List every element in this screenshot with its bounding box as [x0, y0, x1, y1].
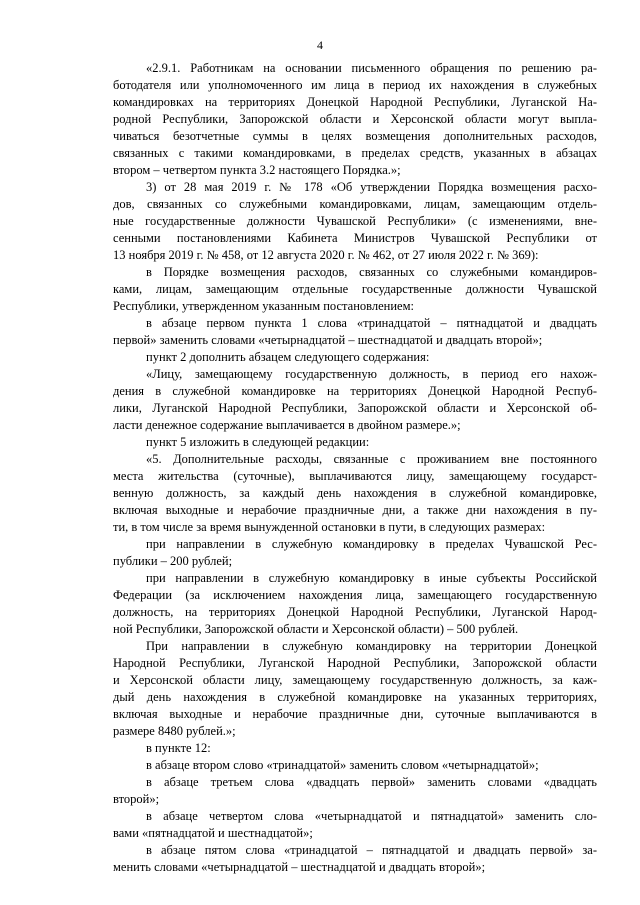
text-line: ти, в том числе за время вынужденной остановки в пути, в следующих размерах: [113, 520, 546, 534]
text-line: дения в служебной командировке на территориях Донецкой Народной Респуб- [113, 384, 597, 398]
text-line: при направлении в служебную командировку в пределах Чувашской Рес- [146, 537, 597, 551]
text-line: «2.9.1. Работникам на основании письменного обращения по решению ра- [146, 61, 597, 75]
text-line: При направлении в служебную командировку на территории Донецкой [146, 639, 597, 653]
text-line: 13 ноября 2019 г. № 458, от 12 августа 2020 г. № 462, от 27 июля 2022 г. № 369): [113, 248, 539, 262]
text-line: Республики, утвержденном указанным постановлением: [113, 299, 414, 313]
text-line: Народной Республики, Луганской Народной Республики, Запорожской области [113, 656, 597, 670]
document-body [113, 60, 597, 876]
text-line: в абзаце втором слово «тринадцатой» заменить словом «четырнадцатой»; [146, 758, 539, 772]
text-line: публики – 200 рублей; [113, 554, 233, 568]
text-line: 3) от 28 мая 2019 г. № 178 «Об утверждении Порядка возмещения расхо- [146, 180, 597, 194]
text-line: втором – четвертом пункта 3.2 настоящего Порядка.»; [113, 163, 401, 177]
paragraph [113, 842, 597, 876]
paragraph [113, 349, 597, 366]
paragraph [113, 451, 597, 536]
text-line: менить словами «четырнадцатой – шестнадцатой и двадцать второй»; [113, 860, 486, 874]
text-line: в пункте 12: [146, 741, 211, 755]
text-line: в абзаце четвертом слова «четырнадцатой и пятнадцатой» заменить сло- [146, 809, 597, 823]
text-line: командировках на территориях Донецкой Народной Республики, Луганской На- [113, 95, 597, 109]
text-line: ные государственные должности Чувашской Республики» (с изменениями, вне- [113, 214, 597, 228]
text-line: ками, лицам, замещающим отдельные государственные должности Чувашской [113, 282, 597, 296]
text-line: родной Республики, Запорожской области и Херсонской области могут выпла- [113, 112, 597, 126]
paragraph [113, 536, 597, 570]
text-line: первой» заменить словами «четырнадцатой – шестнадцатой и двадцать второй»; [113, 333, 543, 347]
text-line: венную должность, за каждый день нахождения в служебной командировке, [113, 486, 597, 500]
text-line: вами «пятнадцатой и шестнадцатой»; [113, 826, 313, 840]
paragraph [113, 179, 597, 264]
text-line: дов, связанных со служебными командировками, лицам, замещающим отдель- [113, 197, 597, 211]
text-line: в Порядке возмещения расходов, связанных со служебными командиров- [146, 265, 597, 279]
text-line: и Херсонской области лицу, замещающему государственную должность, за каж- [113, 673, 597, 687]
text-line: пункт 5 изложить в следующей редакции: [146, 435, 370, 449]
paragraph [113, 60, 597, 179]
text-line: включая выходные и нерабочие праздничные дни, а также дни нахождения в пу- [113, 503, 597, 517]
text-line: места жительства (суточные), выплачиваются лицу, замещающему государст- [113, 469, 597, 483]
text-line: ласти денежное содержание выплачивается в двойном размере.»; [113, 418, 461, 432]
text-line: лики, Луганской Народной Республики, Запорожской области и Херсонской об- [113, 401, 597, 415]
text-line: второй»; [113, 792, 160, 806]
paragraph [113, 264, 597, 315]
text-line: «Лицу, замещающему государственную должность, в период его нахож- [146, 367, 597, 381]
paragraph [113, 366, 597, 434]
text-line: включая выходные и нерабочие праздничные дни, суточные выплачиваются в [113, 707, 597, 721]
paragraph [113, 570, 597, 638]
text-line: «5. Дополнительные расходы, связанные с проживанием вне постоянного [146, 452, 597, 466]
paragraph [113, 434, 597, 451]
text-line: в абзаце первом пункта 1 слова «тринадцатой – пятнадцатой и двадцать [146, 316, 597, 330]
paragraph [113, 740, 597, 757]
text-line: при направлении в служебную командировку в иные субъекты Российской [146, 571, 597, 585]
paragraph [113, 808, 597, 842]
text-line: в абзаце пятом слова «тринадцатой – пятнадцатой и двадцать первой» за- [146, 843, 597, 857]
page-number: 4 [317, 38, 323, 52]
text-line: ной Республики, Запорожской области и Херсонской области) – 500 рублей. [113, 622, 519, 636]
text-line: размере 8480 рублей.»; [113, 724, 236, 738]
paragraph [113, 638, 597, 740]
text-line: в абзаце третьем слова «двадцать первой» заменить словами «двадцать [146, 775, 597, 789]
text-line: дый день нахождения в служебной командировке на указанных территориях, [113, 690, 597, 704]
text-line: должность, на территориях Донецкой Народной Республики, Луганской Народ- [113, 605, 597, 619]
text-line: пункт 2 дополнить абзацем следующего содержания: [146, 350, 430, 364]
paragraph [113, 315, 597, 349]
text-line: сенными постановлениями Кабинета Министров Чувашской Республики от [113, 231, 597, 245]
paragraph [113, 757, 597, 774]
text-line: Федерации (за исключением нахождения лица, замещающего государственную [113, 588, 597, 602]
text-line: чиваться безотчетные суммы в целях возмещения дополнительных расходов, [113, 129, 597, 143]
text-line: связанных с такими командировками, в пределах средств, указанных в абзацах [113, 146, 597, 160]
text-line: ботодателя или уполномоченного им лица в период их нахождения в служебных [113, 78, 597, 92]
paragraph [113, 774, 597, 808]
